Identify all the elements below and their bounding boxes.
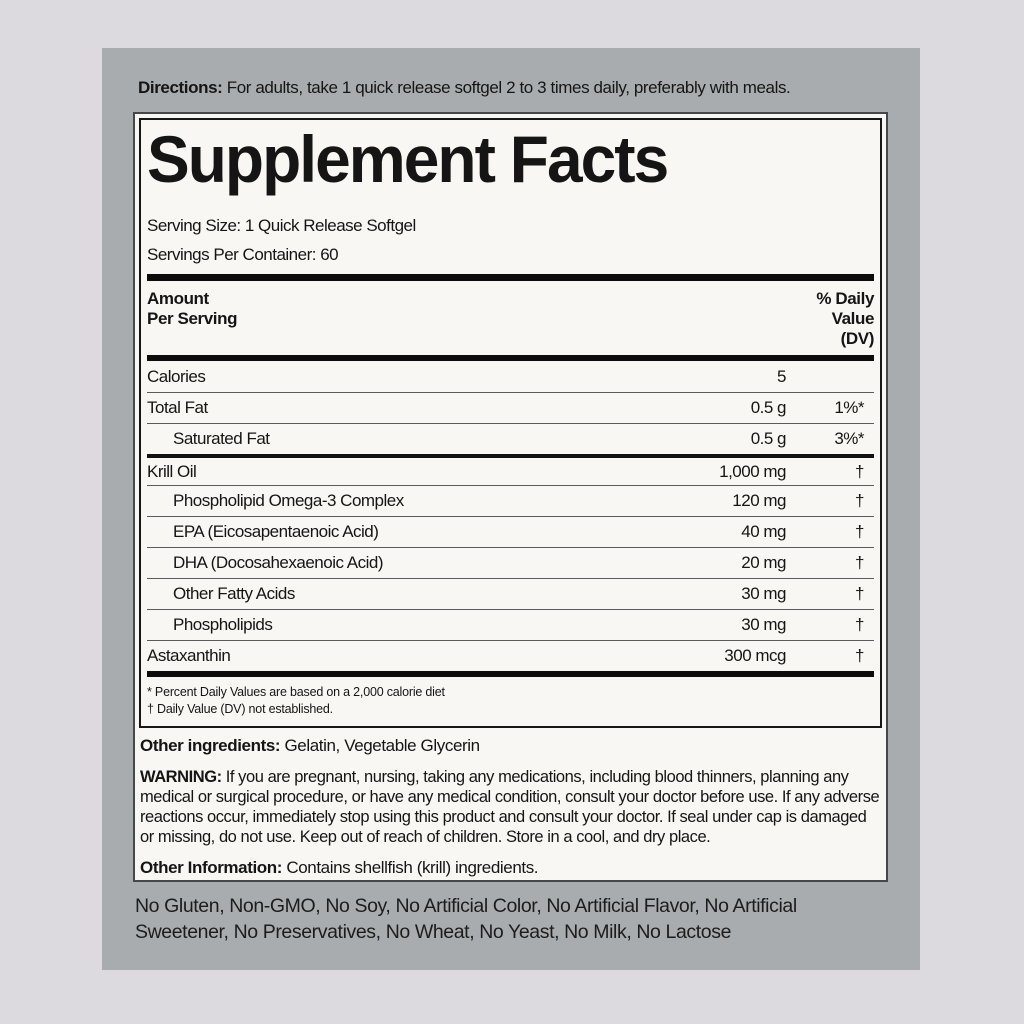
row-daily-value: † — [855, 491, 864, 510]
facts-title: Supplement Facts — [147, 122, 668, 196]
row-nutrient-name: EPA (Eicosapentaenoic Acid) — [173, 522, 379, 541]
row-amount: 120 mg — [732, 491, 786, 510]
supplement-facts-box — [139, 118, 882, 728]
servings-per-container: Servings Per Container: 60 — [147, 245, 339, 264]
footnote-percent-dv: * Percent Daily Values are based on a 2,000 calorie diet — [147, 685, 445, 699]
facts-row-saturated-fat — [147, 423, 874, 454]
row-amount: 30 mg — [741, 584, 786, 603]
facts-row-calories — [147, 361, 874, 392]
row-daily-value: 1%* — [834, 398, 864, 417]
other-information — [140, 858, 881, 878]
facts-table-rows — [147, 361, 874, 671]
other-ingredients — [140, 736, 881, 756]
daily-value-header: % Daily Value (DV) — [816, 289, 874, 348]
row-nutrient-name: Calories — [147, 366, 206, 386]
directions-label: Directions: — [138, 78, 223, 97]
facts-row-krill-oil — [147, 454, 874, 485]
serving-size: Serving Size: 1 Quick Release Softgel — [147, 216, 416, 235]
row-amount: 20 mg — [741, 553, 786, 572]
supplement-label-sheet — [133, 112, 888, 882]
facts-row-dha-docosahexaenoic-acid — [147, 547, 874, 578]
warning-label: WARNING: — [140, 768, 222, 786]
row-nutrient-name: Phospholipid Omega-3 Complex — [173, 491, 404, 510]
footnotes — [147, 677, 874, 726]
facts-row-phospholipid-omega-3-complex — [147, 485, 874, 516]
row-daily-value: † — [855, 615, 864, 634]
other-ingredients-text: Gelatin, Vegetable Glycerin — [280, 736, 480, 755]
row-nutrient-name: Saturated Fat — [173, 429, 270, 448]
row-daily-value: † — [855, 461, 864, 481]
row-amount: 0.5 g — [750, 398, 786, 417]
row-amount: 300 mcg — [724, 646, 786, 665]
rule-thick-top — [147, 274, 874, 281]
warning — [140, 767, 881, 847]
label-panel — [102, 48, 920, 970]
row-daily-value: † — [855, 553, 864, 572]
row-nutrient-name: Krill Oil — [147, 461, 197, 481]
facts-row-phospholipids — [147, 609, 874, 640]
row-daily-value: 3%* — [834, 429, 864, 448]
row-amount: 30 mg — [741, 615, 786, 634]
amount-per-serving-header: Amount Per Serving — [147, 289, 238, 328]
warning-text: If you are pregnant, nursing, taking any medications, including blood thinners, planning any medical or surgical procedure, or have any medical condition, consult your doctor before use. If any adverse reactions occur, immediately stop using this product and consult your doctor. If seal under cap is damaged or missing, do not use. Keep out of reach of children. Store in a cool, and dry place. — [140, 768, 880, 846]
row-daily-value: † — [855, 584, 864, 603]
other-ingredients-label: Other ingredients: — [140, 736, 281, 755]
facts-row-epa-eicosapentaenoic-acid — [147, 516, 874, 547]
other-information-label: Other Information: — [140, 858, 283, 877]
row-daily-value: † — [855, 522, 864, 541]
other-information-text: Contains shellfish (krill) ingredients. — [282, 858, 539, 877]
row-amount: 5 — [777, 366, 786, 386]
row-amount: 1,000 mg — [719, 461, 786, 481]
row-nutrient-name: Phospholipids — [173, 615, 273, 634]
row-nutrient-name: DHA (Docosahexaenoic Acid) — [173, 553, 384, 572]
row-amount: 40 mg — [741, 522, 786, 541]
facts-header-row — [147, 281, 874, 355]
facts-row-total-fat — [147, 392, 874, 423]
directions-text — [138, 78, 790, 98]
footnote-dagger: † Daily Value (DV) not established. — [147, 702, 333, 716]
row-nutrient-name: Astaxanthin — [147, 646, 231, 665]
row-amount: 0.5 g — [750, 429, 786, 448]
row-nutrient-name: Other Fatty Acids — [173, 584, 295, 603]
directions-body: For adults, take 1 quick release softgel 2 to 3 times daily, preferably with meals. — [222, 78, 791, 97]
claims-text: No Gluten, Non-GMO, No Soy, No Artificial Color, No Artificial Flavor, No Artificial Sweetener, No Preservatives, No Wheat, No Yeast, No Milk, No Lactose — [135, 895, 797, 943]
row-daily-value: † — [855, 646, 864, 665]
facts-row-other-fatty-acids — [147, 578, 874, 609]
facts-row-astaxanthin — [147, 640, 874, 671]
row-nutrient-name: Total Fat — [147, 398, 208, 417]
